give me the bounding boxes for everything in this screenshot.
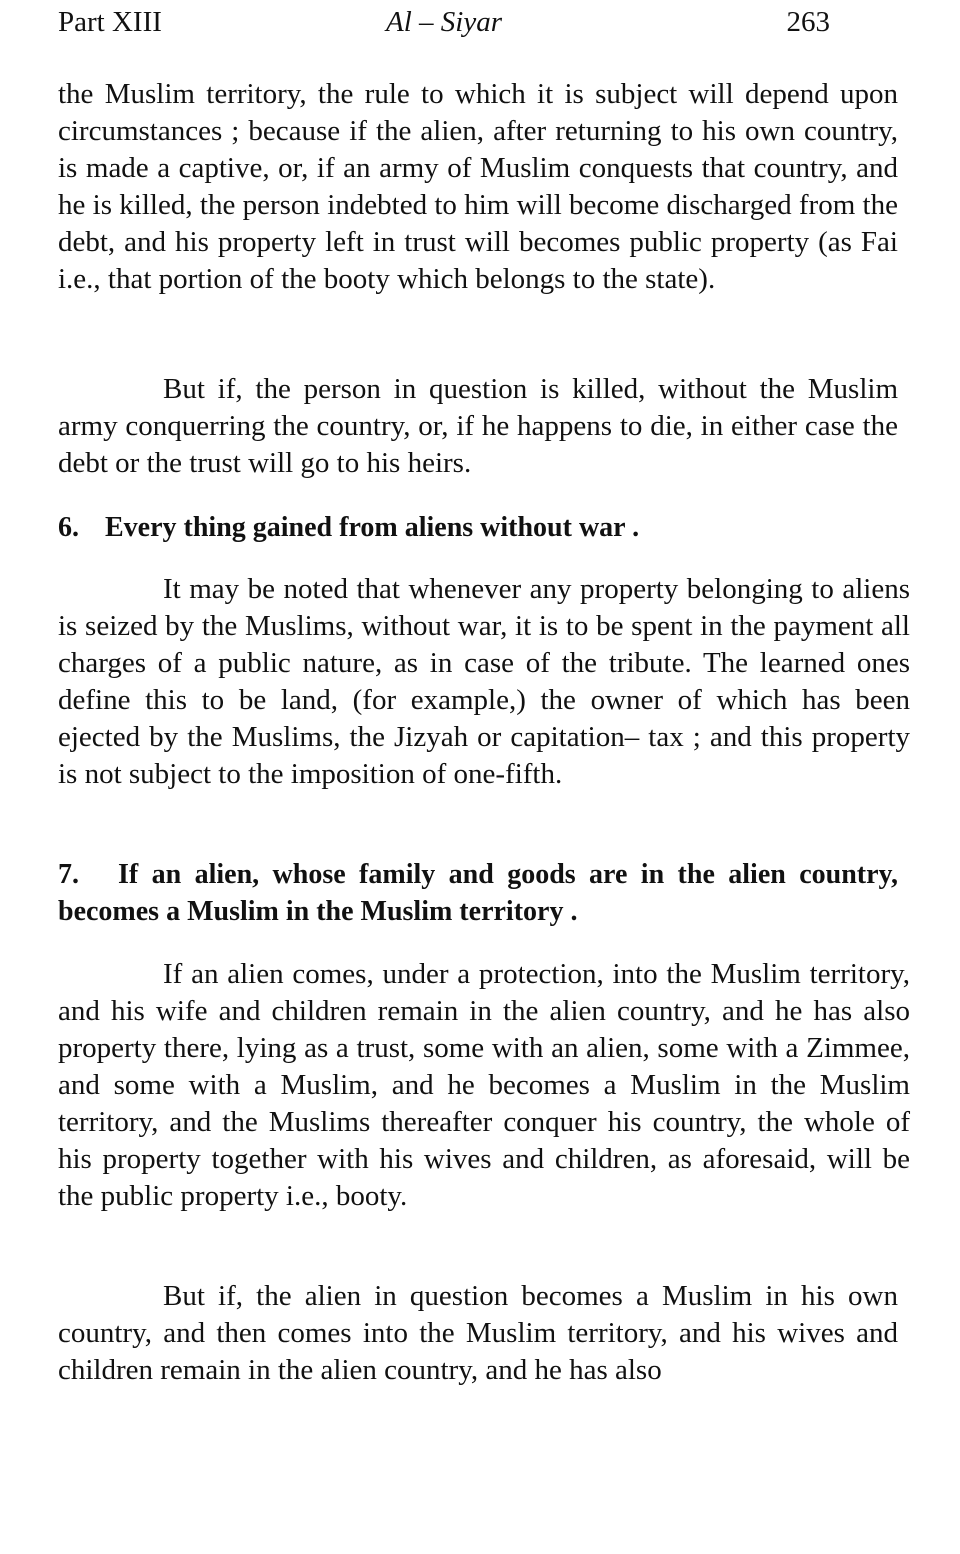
section-heading-7 — [58, 856, 898, 930]
paragraph-alien-own-country: But if, the alien in question becomes a Muslim in his own country, and then comes into the Muslim territory, and his wives and children remain in the alien country, and he has also — [58, 1280, 898, 1386]
paragraph-alien-protection: If an alien comes, under a protection, into the Muslim territory, and his wife and children remain in the alien country, and he has also property there, lying as a trust, some with an alien, some with a Zimmee, and some with a Muslim, and he becomes a Muslim in the Muslim territory, and the Muslims thereafter conquer his country, the whole of his property together with his wives and children, as aforesaid, will be the public property i.e., booty. — [58, 958, 910, 1212]
page-number: 263 — [786, 6, 830, 38]
paragraph-heirs: But if, the person in question is killed, without the Muslim army conquerring the country, or, if he happens to die, in either case the debt or the trust will go to his heirs. — [58, 373, 898, 479]
paragraph-continued: the Muslim territory, the rule to which it is subject will depend upon circumstances ; because if the alien, after returning to his own country, is made a captive, or, if an army of Muslim conquests that country, and he is killed, the person indebted to him will become discharged from the debt, and his property left in trust will becomes public property (as Fai i.e., that portion of the booty which belongs to the state). — [58, 78, 898, 295]
paragraph-property-without-war: It may be noted that whenever any property belonging to aliens is seized by the Muslims, without war, it is to be spent in the payment all charges of a public nature, as in case of the tribute. The learned ones define this to be land, (for example,) the owner of which has been ejected by the Muslims, the Jizyah or capitation– tax ; and this property is not subject to the imposition of one-fifth. — [58, 573, 910, 790]
running-title: Al – Siyar — [386, 6, 502, 38]
section-heading-6 — [58, 509, 898, 546]
section-title: Every thing gained from aliens without war . — [105, 512, 640, 543]
section-title: If an alien, whose family and goods are in the alien country, becomes a Muslim in the Muslim territory . — [58, 859, 898, 927]
section-number: 7. — [58, 859, 79, 890]
section-number: 6. — [58, 512, 79, 543]
part-label: Part XIII — [58, 6, 162, 38]
page-header — [58, 2, 830, 42]
